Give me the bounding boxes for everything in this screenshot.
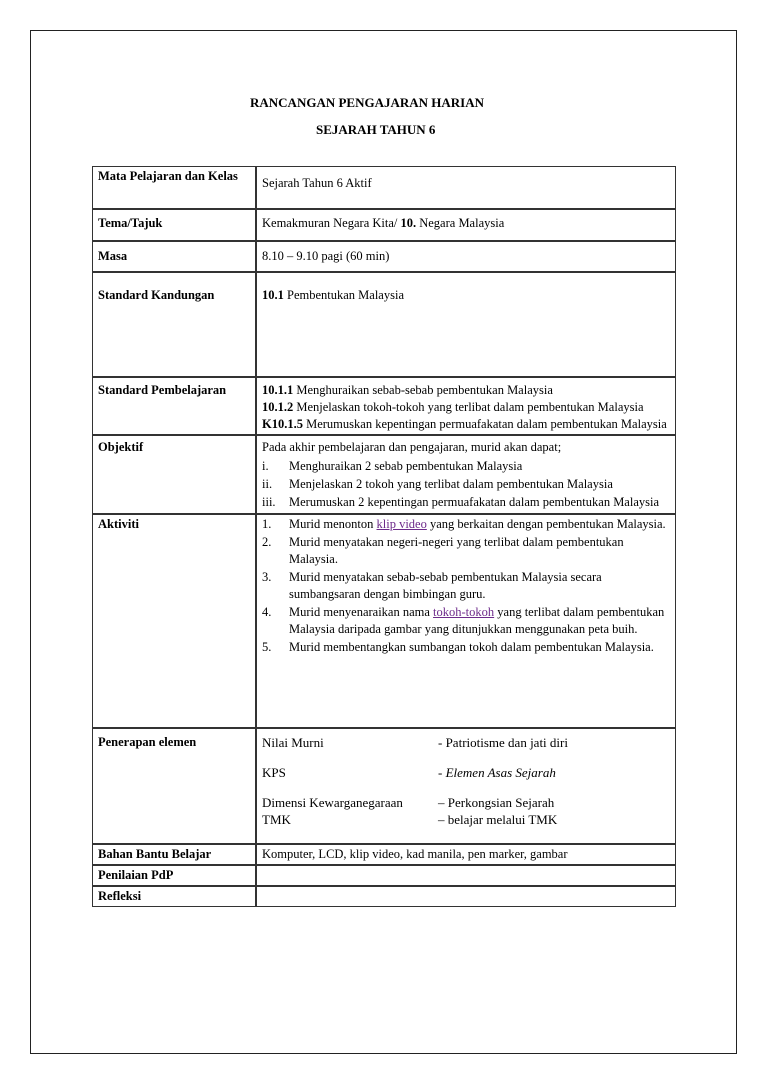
value-mata-pelajaran: Sejarah Tahun 6 Aktif: [256, 166, 676, 209]
tmk-value: – belajar melalui TMK: [438, 812, 558, 827]
item-text: yang berkaitan dengan pembentukan Malaysia.: [426, 517, 666, 531]
list-item: [262, 534, 670, 568]
label-bahan-bantu: Bahan Bantu Belajar: [92, 844, 256, 865]
row-tema: [92, 209, 676, 241]
kps-value: [438, 764, 670, 781]
sp-code: K10.1.5: [262, 417, 303, 431]
value-penilaian[interactable]: [256, 865, 676, 886]
objektif-list: [262, 458, 670, 511]
item-number: i.: [262, 459, 269, 473]
item-number: 5.: [262, 640, 272, 654]
document-subtitle: SEJARAH TAHUN 6: [316, 122, 436, 137]
value-tema: [256, 209, 676, 241]
lesson-plan-table: [92, 166, 676, 907]
item-text: Murid menyatakan negeri-negeri yang terlibat dalam pembentukan Malaysia.: [289, 535, 624, 566]
sp-item: [262, 399, 670, 416]
kps-text: Elemen Asas Sejarah: [445, 765, 556, 780]
sp-text: Merumuskan kepentingan permuafakatan dalam pembentukan Malaysia: [302, 417, 667, 431]
label-masa: Masa: [92, 241, 256, 272]
list-item: [262, 476, 670, 493]
aktiviti-list: [262, 516, 670, 656]
value-penerapan-elemen: [256, 728, 676, 844]
row-standard-pembelajaran: [92, 377, 676, 435]
label-refleksi: Refleksi: [92, 886, 256, 907]
row-objektif: [92, 435, 676, 514]
label-tema: Tema/Tajuk: [92, 209, 256, 241]
list-item: [262, 516, 670, 533]
sk-text: Pembentukan Malaysia: [283, 288, 404, 302]
nilai-murni-key: Nilai Murni: [262, 735, 324, 750]
sp-code: 10.1.1: [262, 383, 294, 397]
value-refleksi[interactable]: [256, 886, 676, 907]
value-aktiviti: [256, 514, 676, 728]
label-mata-pelajaran: Mata Pelajaran dan Kelas: [92, 166, 256, 209]
item-text: yang terlibat dalam pembentukan Malaysia daripada gambar yang ditunjukkan menggunakan peta buih.: [289, 605, 665, 636]
sp-text: Menjelaskan tokoh-tokoh yang terlibat dalam pembentukan Malaysia: [293, 400, 644, 414]
item-number: 1.: [262, 517, 272, 531]
item-text: Murid menyenaraikan nama: [289, 605, 434, 619]
sp-item: [262, 382, 670, 399]
list-item: [262, 569, 670, 603]
item-number: ii.: [262, 477, 273, 491]
tokoh-tokoh-link[interactable]: tokoh-tokoh: [433, 605, 495, 619]
value-masa: 8.10 – 9.10 pagi (60 min): [256, 241, 676, 272]
item-text: Murid menyatakan sebab-sebab pembentukan Malaysia secara sumbangsaran dengan bimbingan guru.: [289, 570, 602, 601]
label-penerapan-elemen: Penerapan elemen: [92, 728, 256, 844]
dimensi-value: – Perkongsian Sejarah: [438, 795, 555, 810]
row-mata-pelajaran: [92, 166, 676, 209]
tema-text: Kemakmuran Negara Kita/: [262, 216, 401, 230]
value-standard-pembelajaran: [256, 377, 676, 435]
item-number: iii.: [262, 495, 276, 509]
list-item: [262, 639, 670, 656]
sp-item: [262, 416, 670, 433]
kps-dash: -: [438, 765, 446, 780]
item-text: Murid menonton: [289, 517, 377, 531]
tmk-key: TMK: [262, 812, 291, 827]
penerapan-grid: [262, 734, 670, 828]
sp-code: 10.1.2: [262, 400, 294, 414]
klip-video-link[interactable]: klip video: [376, 517, 427, 531]
kps-key: KPS: [262, 765, 286, 780]
value-objektif: [256, 435, 676, 514]
value-standard-kandungan: [256, 272, 676, 377]
row-aktiviti: [92, 514, 676, 728]
objektif-intro: Pada akhir pembelajaran dan pengajaran, murid akan dapat;: [262, 440, 562, 454]
item-text: Menjelaskan 2 tokoh yang terlibat dalam pembentukan Malaysia: [289, 477, 613, 491]
item-number: 3.: [262, 570, 272, 584]
label-objektif: Objektif: [92, 435, 256, 514]
item-text: Menghuraikan 2 sebab pembentukan Malaysia: [289, 459, 523, 473]
nilai-murni-value: - Patriotisme dan jati diri: [438, 735, 568, 750]
value-bahan-bantu: Komputer, LCD, klip video, kad manila, pen marker, gambar: [256, 844, 676, 865]
item-text: Merumuskan 2 kepentingan permuafakatan dalam pembentukan Malaysia: [289, 495, 660, 509]
sk-code: 10.1: [262, 288, 284, 302]
document-title: RANCANGAN PENGAJARAN HARIAN: [250, 95, 484, 110]
item-number: 2.: [262, 535, 272, 549]
label-penilaian: Penilaian PdP: [92, 865, 256, 886]
row-refleksi: [92, 886, 676, 907]
list-item: [262, 494, 670, 511]
label-standard-pembelajaran: Standard Pembelajaran: [92, 377, 256, 435]
row-standard-kandungan: [92, 272, 676, 377]
label-aktiviti: Aktiviti: [92, 514, 256, 728]
item-number: 4.: [262, 605, 272, 619]
row-bahan-bantu: [92, 844, 676, 865]
item-text: Murid membentangkan sumbangan tokoh dalam pembentukan Malaysia.: [289, 640, 654, 654]
row-penilaian: [92, 865, 676, 886]
label-standard-kandungan: Standard Kandungan: [92, 272, 256, 377]
tema-number: 10.: [400, 216, 417, 230]
row-penerapan-elemen: [92, 728, 676, 844]
row-masa: [92, 241, 676, 272]
dimensi-key: Dimensi Kewarganegaraan: [262, 795, 403, 810]
sp-text: Menghuraikan sebab-sebab pembentukan Malaysia: [293, 383, 553, 397]
list-item: [262, 604, 670, 638]
tema-topic: Negara Malaysia: [416, 216, 505, 230]
list-item: [262, 458, 670, 475]
